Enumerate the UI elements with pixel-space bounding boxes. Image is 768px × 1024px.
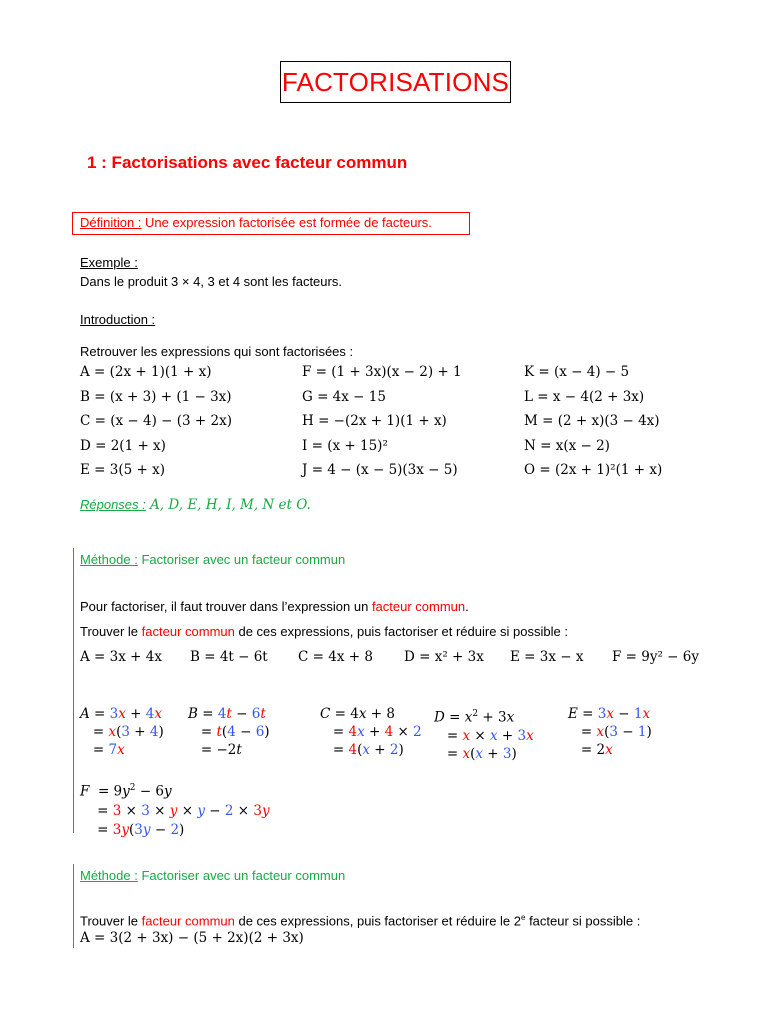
intro-highlight: facteur commun (371, 599, 466, 614)
definition-label: Définition : (80, 215, 142, 230)
method-1-label: Méthode : (80, 552, 138, 567)
exercise-f: F = 9y² − 6y (612, 649, 699, 665)
expression-h: H = −(2x + 1)(1 + x) (302, 413, 447, 429)
intro-end: . (465, 599, 469, 614)
example-label: Exemple : (80, 255, 138, 270)
task2-mid: de ces expressions, puis factoriser et réduire le 2 (234, 913, 521, 929)
expression-j: J = 4 − (x − 5)(3x − 5) (302, 462, 458, 478)
expression-b: B = (x + 3) + (1 − 3x) (80, 388, 232, 405)
expression-k: K = (x − 4) − 5 (524, 364, 630, 380)
exercise-b: B = 4t − 6t (190, 649, 268, 665)
definition-box (72, 212, 470, 235)
task-end: de ces expressions, puis factoriser et réduire si possible : (234, 624, 568, 639)
solution-d: $D = x^2 + 3x$ = x × x + 3x = x(x + 3) (434, 709, 534, 762)
method-2-task (80, 913, 640, 928)
section-heading: 1 : Factorisations avec facteur commun (87, 153, 408, 172)
expression-f: F = (1 + 3x)(x − 2) + 1 (302, 364, 462, 380)
intro-column-2 (302, 360, 462, 483)
intro-column-1 (80, 360, 232, 483)
method-1-heading (80, 552, 345, 567)
solution-c: C = 4x + 8 = 4x + 4 × 2 = 4(x + 2) (320, 706, 422, 758)
expression-n: N = x(x − 2) (524, 437, 610, 454)
introduction-label: Introduction : (80, 312, 156, 327)
page-title: FACTORISATIONS (280, 61, 511, 103)
task2-highlight: facteur commun (141, 913, 235, 929)
exercise-d: D = x² + 3x (404, 649, 484, 665)
answers-text: A, D, E, H, I, M, N et O. (145, 497, 311, 513)
task2-end: facteur si possible : (525, 913, 641, 929)
intro-text: Pour factoriser, il faut trouver dans l’expression un (80, 599, 372, 614)
intro-column-3 (524, 360, 662, 483)
expression-m: M = (2 + x)(3 − 4x) (524, 413, 660, 429)
method-1-task (80, 624, 568, 639)
solution-b: B = 4t − 6t = t(4 − 6) = −2t (188, 706, 270, 758)
expression-l: L = x − 4(2 + 3x) (524, 388, 645, 405)
introduction-prompt: Retrouver les expressions qui sont factorisées : (80, 344, 354, 359)
task-text: Trouver le (80, 624, 142, 639)
expression-g: G = 4x − 15 (302, 388, 386, 405)
method-2-heading (80, 868, 345, 883)
method-2-expression: A = 3(2 + 3x) − (5 + 2x)(2 + 3x) (80, 930, 304, 946)
expression-o: O = (2x + 1)²(1 + x) (524, 462, 663, 478)
task-highlight: facteur commun (141, 624, 235, 639)
expression-d: D = 2(1 + x) (80, 437, 166, 454)
definition-text: Une expression factorisée est formée de facteurs. (141, 215, 432, 230)
expression-i: I = (x + 15)² (302, 437, 388, 454)
solution-f: $F = 9y^2 - 6y$ = 3 × 3 × y × y − 2 × 3y = 3y(3y − 2) (80, 783, 270, 838)
method-1-intro (80, 599, 469, 614)
method-1-title: Factoriser avec un facteur commun (137, 552, 346, 567)
expression-c: C = (x − 4) − (3 + 2x) (80, 413, 232, 429)
answers (80, 497, 311, 513)
example-text: Dans le produit 3 × 4, 3 et 4 sont les facteurs. (80, 274, 342, 289)
expression-e: E = 3(5 + x) (80, 462, 165, 478)
exercise-a: A = 3x + 4x (80, 649, 162, 665)
method-2-title: Factoriser avec un facteur commun (137, 868, 346, 883)
method-2-bar (73, 864, 74, 948)
exercise-c: C = 4x + 8 (298, 649, 373, 665)
method-1-bar (73, 548, 74, 833)
expression-a: A = (2x + 1)(1 + x) (80, 364, 212, 380)
task2-sup: e (521, 913, 526, 922)
solution-a: A = 3x + 4x = x(3 + 4) = 7x (80, 706, 164, 758)
task2-text: Trouver le (80, 913, 142, 929)
answers-label: Réponses : (80, 497, 146, 512)
method-2-label: Méthode : (80, 868, 138, 883)
exercise-e: E = 3x − x (510, 649, 584, 665)
solution-e: E = 3x − 1x = x(3 − 1) = 2x (568, 706, 652, 758)
